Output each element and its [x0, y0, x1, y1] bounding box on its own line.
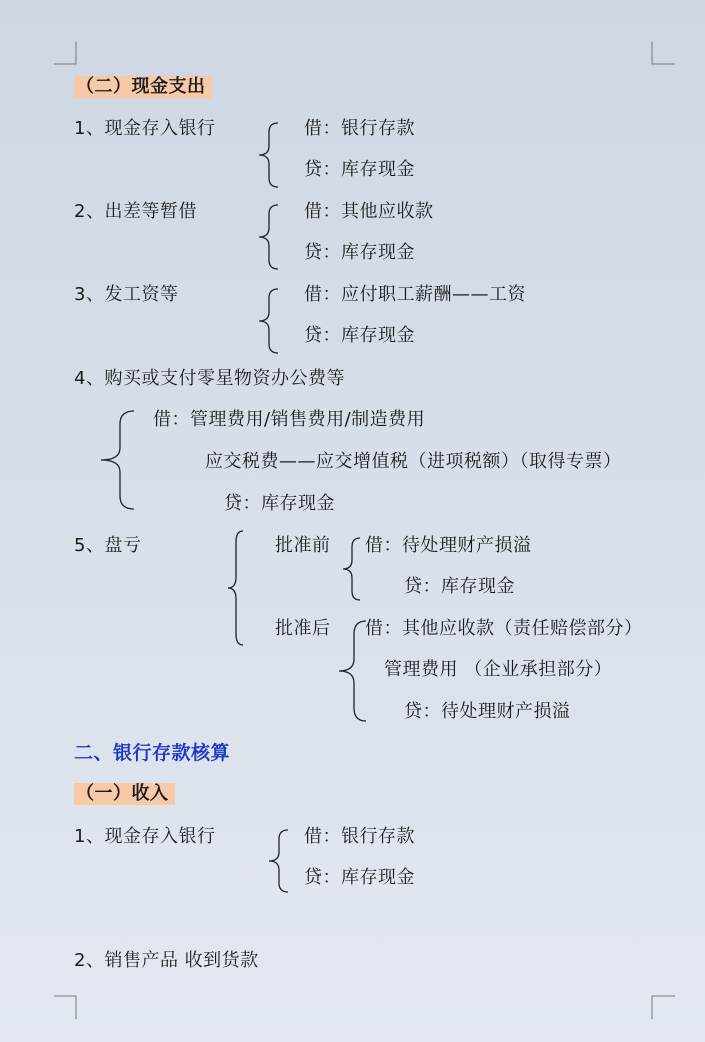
debit-line: 借：其他应收款	[304, 201, 434, 222]
tax-line: 应交税费——应交增值税（进项税额）（取得专票）	[205, 451, 622, 472]
approval-after-label: 批准后	[275, 618, 331, 639]
entry-label: 1、现金存入银行	[74, 826, 216, 847]
credit-line: 贷：库存现金	[404, 576, 515, 597]
entry-label: 1、现金存入银行	[74, 118, 216, 139]
section-title-bank-deposit: 二、银行存款核算	[74, 742, 231, 764]
debit-line: 借：待处理财产损溢	[365, 535, 532, 556]
left-brace-icon	[226, 530, 246, 646]
entry-label: 4、购买或支付零星物资办公费等	[74, 368, 345, 389]
expense-line: 管理费用 （企业承担部分）	[384, 659, 613, 680]
credit-line: 贷：库存现金	[224, 493, 335, 514]
entry-label: 2、销售产品 收到货款	[74, 950, 259, 971]
left-brace-icon	[98, 410, 138, 510]
debit-line: 借：银行存款	[304, 826, 415, 847]
entry-label: 2、出差等暂借	[74, 201, 197, 222]
approval-before-label: 批准前	[275, 535, 331, 556]
left-brace-icon	[256, 288, 282, 354]
credit-line: 贷：库存现金	[304, 867, 415, 888]
crop-mark-top-right	[651, 42, 675, 66]
section-heading-cash-out: （二）现金支出	[74, 76, 212, 98]
left-brace-icon	[256, 122, 282, 188]
debit-line: 借：银行存款	[304, 118, 415, 139]
entry-label: 5、盘亏	[74, 535, 142, 556]
crop-mark-top-left	[54, 42, 78, 66]
crop-mark-bottom-left	[54, 995, 78, 1019]
credit-line: 贷：待处理财产损溢	[404, 701, 571, 722]
credit-line: 贷：库存现金	[304, 242, 415, 263]
credit-line: 贷：库存现金	[304, 325, 415, 346]
debit-line: 借：其他应收款（责任赔偿部分）	[365, 618, 643, 639]
section-heading-income: （一）收入	[74, 783, 175, 805]
left-brace-icon	[266, 829, 292, 893]
debit-line: 借：应付职工薪酬——工资	[304, 284, 526, 305]
crop-mark-bottom-right	[651, 995, 675, 1019]
left-brace-icon	[340, 537, 364, 601]
entry-label: 3、发工资等	[74, 284, 179, 305]
left-brace-icon	[256, 204, 282, 270]
credit-line: 贷：库存现金	[304, 159, 415, 180]
debit-line: 借：管理费用/销售费用/制造费用	[153, 409, 426, 430]
